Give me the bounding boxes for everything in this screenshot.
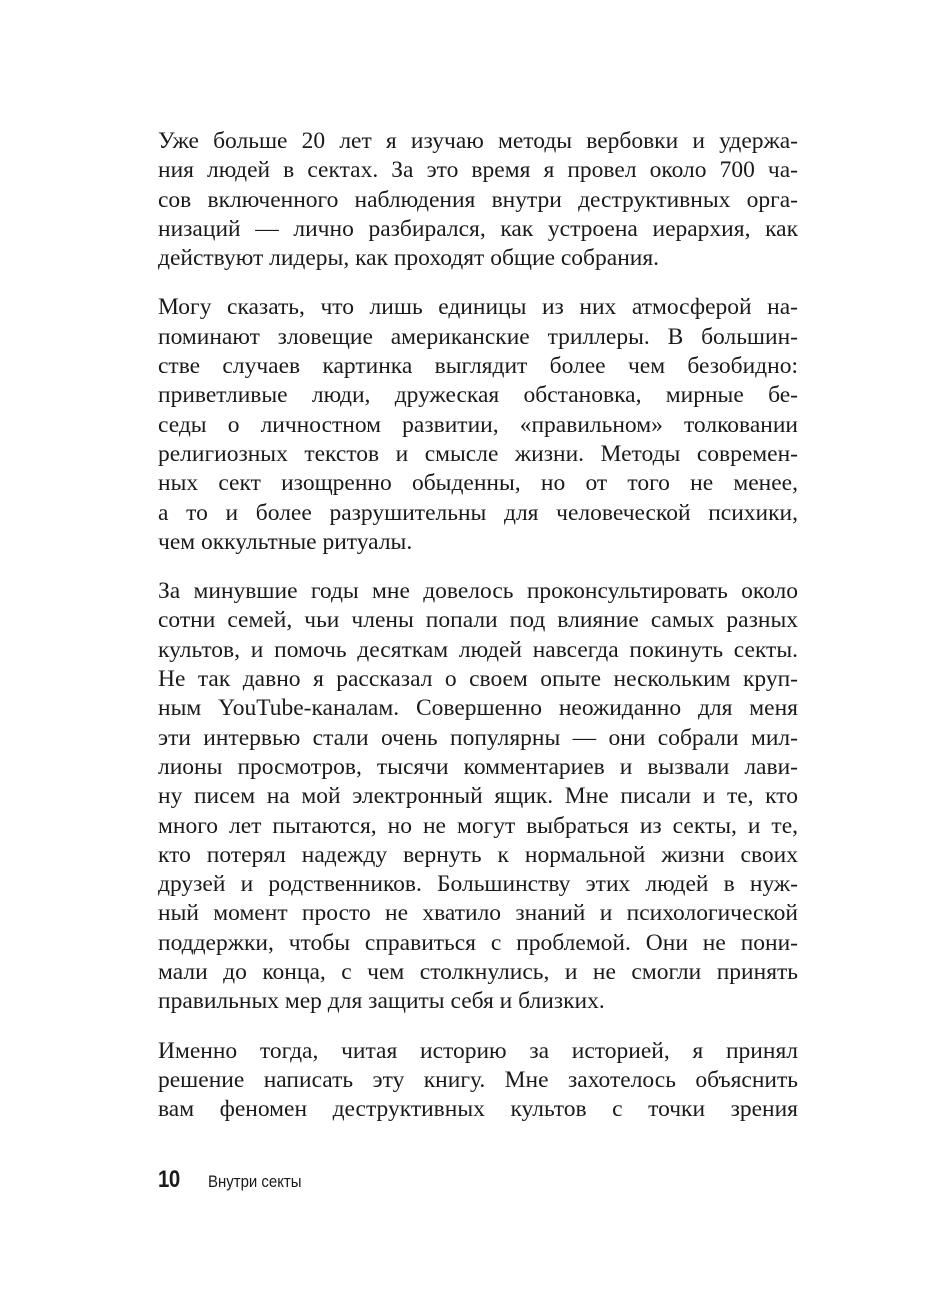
text-line: вам феномен деструктивных культов с точки зрения [158, 1096, 798, 1123]
text-line: лионы просмотров, тысячи комментариев и вызвали лави- [158, 753, 798, 780]
text-line: ный момент просто не хватило знаний и психологической [158, 900, 798, 927]
body-text [158, 127, 798, 1145]
page-footer [158, 1166, 314, 1194]
text-line: За минувшие годы мне довелось проконсультировать около [158, 578, 798, 605]
paragraph [158, 1037, 798, 1125]
paragraph [158, 127, 798, 273]
paragraph [158, 293, 798, 557]
text-line: а то и более разрушительны для человеческой психики, [158, 499, 798, 526]
text-line: чем оккультные ритуалы. [158, 528, 413, 555]
text-line: ных сект изощренно обыденны, но от того не менее, [158, 470, 798, 497]
text-line: стве случаев картинка выглядит более чем безобидно: [158, 353, 798, 380]
paragraph [158, 577, 798, 1016]
text-line: кто потерял надежду вернуть к нормальной жизни своих [158, 841, 798, 868]
text-line: ну писем на мой электронный ящик. Мне писали и те, кто [158, 783, 798, 810]
text-line: религиозных текстов и смысле жизни. Методы современ- [158, 440, 798, 467]
text-line: поддержки, чтобы справиться с проблемой. Они не пони- [158, 929, 798, 956]
text-line: действуют лидеры, как проходят общие собрания. [158, 245, 660, 272]
text-line: правильных мер для защиты себя и близких. [158, 988, 605, 1015]
text-line: Уже больше 20 лет я изучаю методы вербовки и удержа- [158, 128, 798, 154]
text-line: мали до конца, с чем столкнулись, и не смогли принять [158, 959, 798, 986]
text-line: приветливые люди, дружеская обстановка, мирные бе- [158, 382, 798, 409]
text-line: много лет пытаются, но не могут выбраться из секты, и те, [158, 812, 798, 839]
text-line: эти интервью стали очень популярны — они собрали мил- [158, 724, 798, 751]
text-line: Могу сказать, что лишь единицы из них атмосферой на- [158, 294, 798, 321]
text-line: сотни семей, чьи члены попали под влияние самых разных [158, 607, 798, 634]
text-line: ния людей в сектах. За это время я провел около 700 ча- [158, 157, 798, 184]
text-line: ным YouTube-каналам. Совершенно неожиданно для меня [158, 695, 798, 722]
text-line: решение написать эту книгу. Мне захотелось объяснить [158, 1066, 798, 1093]
text-line: седы о личностном развитии, «правильном» толковании [158, 411, 798, 438]
running-title: Внутри секты [208, 1172, 302, 1191]
text-line: Именно тогда, читая историю за историей, я принял [158, 1037, 798, 1064]
text-line: Не так давно я рассказал о своем опыте нескольким круп- [158, 666, 798, 693]
text-line: поминают зловещие американские триллеры. В большин- [158, 323, 798, 350]
text-line: сов включенного наблюдения внутри деструктивных орга- [158, 186, 798, 213]
text-line: низаций — лично разбирался, как устроена иерархия, как [158, 215, 798, 242]
text-line: друзей и родственников. Большинству этих людей в нуж- [158, 871, 798, 898]
page-number: 10 [158, 1166, 180, 1193]
text-line: культов, и помочь десяткам людей навсегда покинуть секты. [158, 636, 798, 663]
